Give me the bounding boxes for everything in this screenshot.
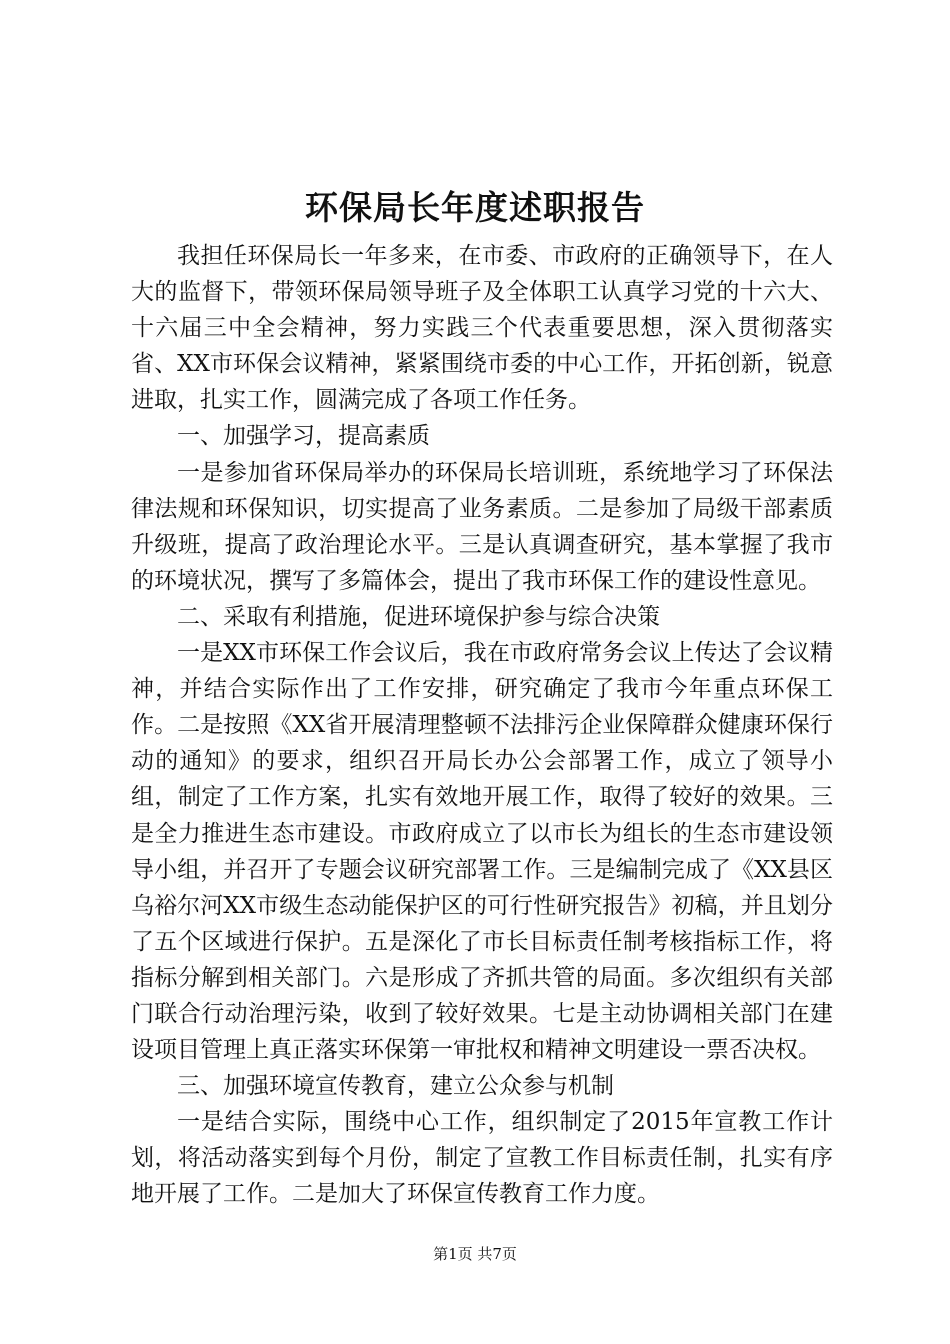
document-title: 环保局长年度述职报告 <box>305 188 645 227</box>
section-3-paragraph: 一是结合实际，围绕中心工作，组织制定了2015年宣教工作计划，将活动落实到每个月份，制定了宣教工作目标责任制，扎实有序地开展了工作。二是加大了环保宣传教育工作力度。 <box>131 1109 833 1208</box>
section-heading-2: 二、采取有利措施，促进环境保护参与综合决策 <box>177 603 660 630</box>
section-heading-1: 一、加强学习，提高素质 <box>177 423 430 450</box>
document-body <box>131 238 833 1213</box>
intro-paragraph: 我担任环保局长一年多来，在市委、市政府的正确领导下，在人大的监督下，带领环保局领导班子及全体职工认真学习党的十六大、十六届三中全会精神，努力实践三个代表重要思想，深入贯彻落实省、XX市环保会议精神，紧紧围绕市委的中心工作，开拓创新，锐意进取，扎实工作，圆满完成了各项工作任务。 <box>131 243 833 414</box>
section-2-paragraph: 一是XX市环保工作会议后，我在市政府常务会议上传达了会议精神，并结合实际作出了工作安排，研究确定了我市今年重点环保工作。二是按照《XX省开展清理整顿不法排污企业保障群众健康环保行动的通知》的要求，组织召开局长办公会部署工作，成立了领导小组，制定了工作方案，扎实有效地开展工作，取得了较好的效果。三是全力推进生态市建设。市政府成立了以市长为组长的生态市建设领导小组，并召开了专题会议研究部署工作。三是编制完成了《XX县区乌裕尔河XX市级生态动能保护区的可行性研究报告》初稿，并且划分了五个区域进行保护。五是深化了市长目标责任制考核指标工作，将指标分解到相关部门。六是形成了齐抓共管的局面。多次组织有关部门联合行动治理污染，收到了较好效果。七是主动协调相关部门在建设项目管理上真正落实环保第一审批权和精神文明建设一票否决权。 <box>131 640 833 1064</box>
section-1-paragraph: 一是参加省环保局举办的环保局长培训班，系统地学习了环保法律法规和环保知识，切实提高了业务素质。二是参加了局级干部素质升级班，提高了政治理论水平。三是认真调查研究，基本掌握了我市的环境状况，撰写了多篇体会，提出了我市环保工作的建设性意见。 <box>131 459 833 594</box>
section-heading-3: 三、加强环境宣传教育，建立公众参与机制 <box>177 1073 614 1100</box>
page-number-footer: 第1页 共7页 <box>433 1245 517 1263</box>
